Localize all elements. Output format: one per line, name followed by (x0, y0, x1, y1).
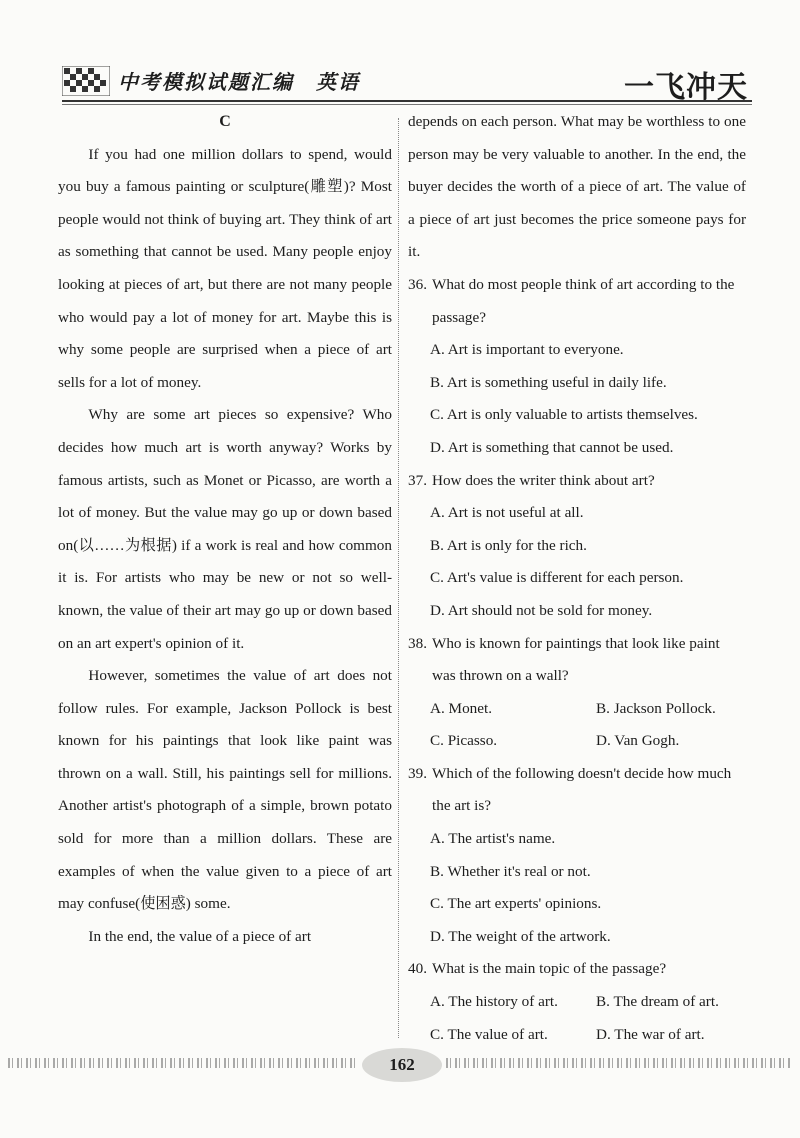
passage-paragraph-2: Why are some art pieces so expensive? Who decides how much art is worth anyway? Works by famous artists, such as Monet or Picasso, are worth a lot of money. But the value may go up or down based on(以……为根据) if a work is real and how common it is. For artists who may be new or not so well-known, the value of their art may go up or down based on an art expert's opinion of it. (58, 406, 392, 652)
option-b: B. The dream of art. (596, 993, 719, 1011)
question-number: 38. (408, 634, 427, 652)
option-c: C. The art experts' opinions. (430, 895, 602, 913)
brand-logo: 一飞冲天 (624, 70, 748, 105)
question-stem: What do most people think of art according to the passage? (432, 275, 735, 326)
passage-continuation: depends on each person. What may be worthless to one person may be very valuable to another. In the end, the buyer decides the worth of a piece of art. The value of a piece of art just becomes the price someone pays for it. (408, 113, 746, 261)
column-divider (398, 118, 399, 1038)
option-a: A. Art is not useful at all. (430, 504, 584, 522)
option-d: D. Art should not be sold for money. (430, 601, 653, 619)
page-number: 162 (389, 1055, 415, 1074)
option-a: A. Monet. (430, 699, 493, 717)
option-b: B. Whether it's real or not. (430, 862, 591, 880)
section-letter: C (219, 113, 231, 130)
footer-border-right (446, 1058, 792, 1068)
option-d: D. The war of art. (596, 1025, 705, 1043)
option-a: A. The history of art. (430, 993, 558, 1011)
passage-paragraph-1: If you had one million dollars to spend, would you buy a famous painting or sculpture(雕塑)? Most people would not think of buying art. They think of art as something that cannot be used. Many people enjoy looking at pieces of art, but there are not many people who would pay a lot of money for art. Maybe this is why some people are surprised when a piece of art sells for a lot of money. (58, 145, 392, 391)
subject-label: 英语 (316, 72, 360, 94)
question-stem: How does the writer think about art? (432, 471, 655, 489)
option-d: D. Van Gogh. (596, 732, 680, 750)
question-39 (408, 758, 746, 954)
option-c: C. The value of art. (430, 1025, 548, 1043)
question-stem: Which of the following doesn't decide how much the art is? (432, 764, 732, 815)
option-a: A. Art is important to everyone. (430, 341, 624, 359)
right-column (408, 106, 746, 1051)
question-stem: Who is known for paintings that look like paint was thrown on a wall? (432, 634, 720, 685)
question-37 (408, 465, 746, 628)
left-column (58, 106, 392, 953)
page-header (0, 0, 800, 108)
question-40 (408, 953, 746, 1051)
question-38 (408, 628, 746, 758)
passage-paragraph-4: In the end, the value of a piece of art (88, 927, 312, 945)
question-number: 39. (408, 764, 427, 782)
question-36 (408, 269, 746, 465)
question-number: 36. (408, 275, 427, 293)
option-c: C. Art's value is different for each person. (430, 569, 684, 587)
option-b: B. Art is something useful in daily life. (430, 373, 667, 391)
book-title (118, 66, 360, 95)
option-b: B. Jackson Pollock. (596, 699, 716, 717)
header-rule-thin (62, 104, 752, 105)
book-title-text: 中考模拟试题汇编 (118, 72, 294, 94)
question-number: 37. (408, 471, 427, 489)
option-d: D. Art is something that cannot be used. (430, 438, 674, 456)
question-number: 40. (408, 960, 427, 978)
option-d: D. The weight of the artwork. (430, 927, 611, 945)
question-stem: What is the main topic of the passage? (432, 960, 667, 978)
option-c: C. Picasso. (430, 732, 498, 750)
option-b: B. Art is only for the rich. (430, 536, 587, 554)
checker-logo-icon (62, 66, 110, 96)
option-c: C. Art is only valuable to artists themselves. (430, 406, 698, 424)
footer-border-left (8, 1058, 358, 1068)
option-a: A. The artist's name. (430, 830, 556, 848)
passage-paragraph-3: However, sometimes the value of art does not follow rules. For example, Jackson Pollock is best known for his paintings that look like paint was thrown on a wall. Still, his paintings sell for millions. Another artist's photograph of a simple, brown potato sold for more than a million dollars. These are examples of when the value given to a piece of art may confuse(使困惑) some. (58, 667, 392, 913)
header-rule (62, 100, 752, 102)
